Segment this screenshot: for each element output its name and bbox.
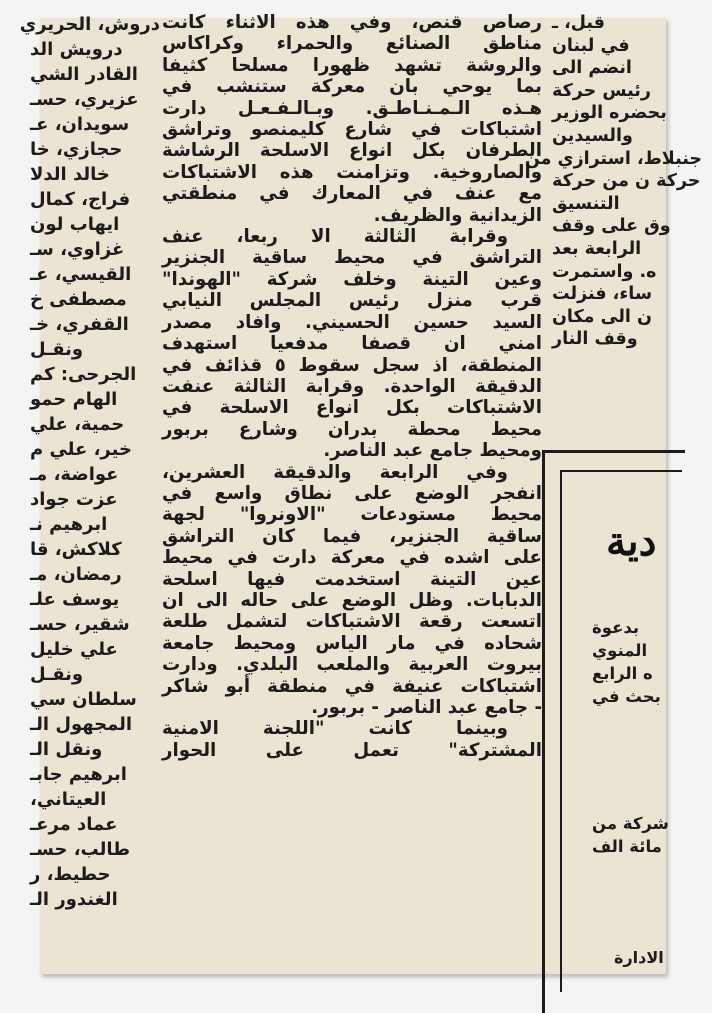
right-line: التنسيق — [552, 193, 620, 214]
left-line: ابرهيم جابـ — [30, 764, 127, 785]
article-line: وفي الرابعة والدقيقة العشرين، — [162, 461, 508, 483]
left-line: رمضان، مـ — [30, 564, 122, 585]
left-line: حمية، علي — [30, 414, 125, 435]
left-line: حجازي، خا — [30, 139, 123, 160]
article-line: امني ان قصفا مدفعيا استهدف — [162, 333, 542, 355]
center-column — [162, 12, 542, 761]
article-line: بيروت العربية والملعب البلدي. ودارت — [162, 654, 542, 676]
advertisement-line: بدعوة — [592, 618, 640, 637]
article-line: محيط محطة بدران وشارع بربور — [162, 418, 542, 440]
right-line: انضم الى — [552, 58, 632, 79]
left-column — [19, 12, 160, 912]
left-line: عزيري، حسـ — [30, 89, 139, 110]
article-line: وبينما كانت "اللجنة الامنية — [162, 718, 508, 740]
article-line: اتسعت رقعة الاشتباكات لتشمل طلعة — [162, 611, 542, 633]
article-line: والصاروخية. وتزامنت هذه الاشتباكات — [162, 161, 542, 183]
article-line: الزيدانية والظريف. — [373, 204, 542, 226]
left-line: ونقـل — [30, 339, 84, 360]
article-line: وقرابة الثالثة الا ربعا، عنف — [162, 226, 508, 248]
right-line: قبل، ـ — [552, 13, 605, 33]
left-line: خالد الدلا — [30, 164, 110, 185]
article-line: وعين التينة وخلف شركة "الهوندا" — [162, 268, 542, 290]
article-line: الدقيقة الواحدة. وقرابة الثالثة عنفت — [162, 375, 542, 397]
article-line: مناطق الصنائع والحمراء وكراكاس — [162, 33, 542, 55]
right-line: جنبلاط، استرازي من — [524, 148, 702, 169]
right-line: الرابعة بعد — [552, 238, 642, 259]
left-line: درويش الد — [30, 39, 123, 60]
left-line: سلطان سي — [30, 689, 137, 710]
left-line: سويدان، عـ — [30, 114, 130, 135]
right-line: وق على وقف — [552, 216, 671, 237]
article-line: اشتباكات في شارع كليمنصو وتراشق — [162, 119, 542, 141]
left-line: غزاوي، سـ — [30, 239, 125, 260]
article-line: عين التينة استخدمت فيها اسلحة — [162, 568, 542, 590]
left-line: الجرحى: كم — [30, 364, 137, 385]
right-line: ن الى مكان — [552, 306, 652, 327]
left-line: القيسي، عـ — [30, 264, 132, 285]
advertisement-text — [592, 616, 712, 858]
advertisement-line: شركة من — [592, 814, 669, 833]
right-line: رئيس حركة — [552, 80, 651, 101]
article-line: انفجر الوضع على نطاق واسع في — [162, 482, 542, 504]
right-line: والسيدين — [552, 125, 633, 146]
right-line: ه. واستمرت — [552, 261, 657, 282]
left-line: عواضة، مـ — [30, 464, 119, 485]
left-line: دروش، الحريري — [19, 14, 160, 35]
article-line: ساقية الجنزير، فيما كان التراشق — [162, 525, 542, 547]
article-line: على اشده في معركة دارت في محيط — [162, 547, 542, 569]
article-line: المنطقة، اذ سجل سقوط ٥ قذائف في — [162, 354, 542, 376]
article-line: الاشتباكات بكل انواع الاسلحة في — [162, 397, 542, 419]
left-line: طالب، حسـ — [30, 839, 131, 860]
left-line: علي خليل — [30, 639, 118, 660]
left-line: يوسف علـ — [30, 589, 120, 610]
left-line: فراج، كمال — [30, 189, 131, 210]
left-line: عماد مرعـ — [30, 814, 118, 835]
article-line: شحاده في مار الياس ومحيط جامعة — [162, 632, 542, 654]
left-line: مصطفى خ — [30, 289, 127, 310]
left-line: المجهول الـ — [30, 714, 133, 735]
right-line: في لبنان — [552, 35, 630, 56]
right-line: ساء، فنزلت — [552, 284, 653, 305]
left-line: القادر الشي — [30, 64, 138, 85]
left-line: العيتاني، — [30, 789, 107, 810]
advertisement-line: المنوي — [592, 641, 648, 660]
right-line: وقف النار — [552, 329, 638, 350]
article-line: والروشة تشهد ظهورا مسلحا كثيفا — [162, 54, 542, 76]
article-line: الطرفان بكل انواع الاسلحة الرشاشة — [162, 140, 542, 162]
left-line: القفري، خـ — [30, 314, 129, 335]
left-line: ابرهيم نـ — [30, 514, 108, 535]
newspaper-clipping — [19, 12, 702, 974]
right-line: حركة ن من حركة — [552, 171, 701, 192]
article-line: التراشق في محيط ساقية الجنزير — [162, 247, 542, 269]
left-line: كلاكش، قا — [30, 539, 122, 560]
left-line: خير، علي م — [30, 439, 132, 460]
left-line: الغندور الـ — [30, 889, 118, 910]
left-line: الهام حمو — [30, 389, 118, 410]
advertisement-line: ه الرابع — [592, 664, 653, 683]
advertisement-line: مائة الف — [592, 837, 662, 856]
article-line: ومحيط جامع عبد الناصر. — [323, 440, 542, 462]
left-line: شقير، حسـ — [30, 614, 130, 635]
advertisement-line: بحث في — [592, 687, 661, 706]
advertisement-footer: الادارة — [614, 948, 664, 967]
article-line: المشتركة" تعمل على الحوار — [162, 739, 542, 761]
left-line: ونقل الـ — [30, 739, 103, 760]
article-line: قرب منزل رئيس المجلس النيابي — [162, 290, 542, 312]
left-line: ايهاب لون — [30, 214, 120, 235]
article-line: مع عنف في المعارك في منطقتي — [162, 183, 542, 205]
article-line: بما يوحي بان معركة ستنشب في — [162, 76, 542, 98]
article-line: السيد حسين الحسيني. وافاد مصدر — [162, 311, 542, 333]
article-line: - جامع عبد الناصر - بربور. — [311, 697, 542, 718]
article-line: محيط مستودعات "الاونروا" لجهة — [162, 504, 542, 526]
left-line: حطيط، ر — [30, 864, 111, 885]
advertisement-heading: دية — [606, 518, 657, 565]
article-line: الدبابات. وظل الوضع على حاله الى ان — [162, 589, 542, 611]
article-line: رصاص قنص، وفي هذه الاثناء كانت — [162, 12, 542, 33]
right-line: بحضره الوزير — [552, 103, 667, 124]
article-line: اشتباكات عنيفة في منطقة أبو شاكر — [162, 675, 542, 697]
left-line: عزت جواد — [30, 489, 118, 510]
article-line: هـذه الـمـنـاطـق. وبـالـفـعـل دارت — [162, 97, 542, 119]
right-column — [524, 12, 702, 351]
left-line: ونقـل — [30, 664, 84, 685]
advertisement-spacer — [592, 708, 712, 812]
